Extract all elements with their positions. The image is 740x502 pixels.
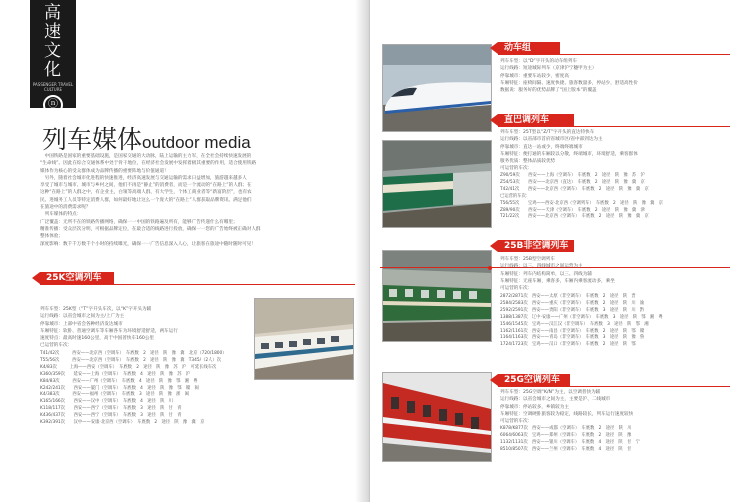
train-photo-25g: [382, 372, 492, 462]
k25-line: 已运营的车次：: [40, 343, 73, 349]
t25-line: 可运营的车次：: [500, 166, 533, 172]
b25-line: 车厢特征：列车内结构简单，以三、四线为辅: [500, 271, 592, 277]
section-divider: [498, 126, 730, 127]
list-item: Z90/59次 西安——上海（空调车） 车底数 2 途径 陕 豫 苏 沪: [500, 173, 645, 178]
b25-line: 车厢特征：无座车厢，乘客多，车厢内乘客流动多，乘坐: [500, 278, 615, 284]
list-item: K4/383次 西安——福州（空调车） 车底数 3 途径 陕 豫 浙 闽: [40, 392, 189, 398]
section-header-25t: 直巴调列车: [498, 114, 574, 126]
logo-char: 文: [44, 41, 62, 61]
list-item: Z89/90次 西安——天津（空调车） 车底数 2 途径 陕 豫 冀 津: [500, 207, 645, 213]
k25-description: [40, 306, 250, 350]
t25-line: 停靠城市：直达一站或少，终端终端城市: [500, 144, 583, 150]
train-photo-25b: [382, 250, 492, 342]
list-item: 6064/6063次 宝鸡——郑州（空调车） 车底数 2 途径 陕 豫: [500, 432, 632, 438]
list-item: K242/241次 西安——厦门（空调车） 车底数 4 途径 陕 豫 鄂 赣 闽: [40, 385, 199, 391]
t25-line: 车厢特征：便打通的车厢较以分散，终端城市，环境舒适，乘客群体: [500, 151, 638, 157]
b25-line: 列车车型：25B型空调列车: [500, 257, 555, 262]
list-item: K4/83次 上海——西安（空调车） 车底数 2 途径 陕 豫 苏 沪 可延长线车次: [40, 364, 217, 370]
dongche-description: [500, 58, 730, 94]
b25-line: 可运营的车次：: [500, 286, 533, 292]
dongche-line: 车厢特征：座椅间隔、速度快捷、旅客数量多，停站少，舒适高性价: [500, 80, 638, 86]
k25-line: 车厢特征：软卧、普通空调车等车厢各车为环境舒适舒适，两车运行: [40, 328, 178, 334]
logo-char: 速: [44, 22, 62, 42]
intro-line: 列车媒体的特点：: [40, 212, 82, 218]
g25-line: 可运营的车次：: [500, 419, 533, 425]
g25-train-list: [500, 426, 640, 454]
list-item: K436/437次 西安——西宁（空调车） 车底数 3 途径 陕 甘 青: [40, 413, 182, 419]
logo: [30, 0, 76, 108]
dongche-line: 列车车型：以“D”字开头的动车组列车: [500, 59, 578, 64]
k25-train-list: [40, 351, 227, 427]
list-item: 2872/2871次 西安——太原（非空调车） 车底数 2 途径 陕 晋: [500, 294, 636, 299]
section-header-dongche: 动车组: [498, 42, 560, 54]
list-item: 1546/1545次 宝鸡——汉江汉（非空调车） 车底数 3 途径 陕 鄂 湘: [500, 321, 649, 327]
list-item: T41/42次 西安——北京西（空调车） 车底数 2 途径 陕 豫 冀 北京（720/1800）: [40, 351, 227, 356]
list-item: T56/55次 宝鸡——西安·北京西（空调列车） 车底数 2 途径 陕 豫 冀 京: [500, 200, 664, 206]
k25-line: 运行线路：以省会城市之间为主/上广为主: [40, 314, 125, 320]
intro-line: 广泛覆盖：无所不在的铁路传播网络，确保一一中国的铁路遍及所有，能够广告传递什么有哪里；: [40, 219, 238, 225]
k25-line: 停靠城市：上部中省会各种经济发达城市: [40, 321, 123, 327]
intro-line: 另外，随着社会城市化进程的快速推进，经济高速发展与交通运输的需求日益增加，旅游越来越多人: [40, 175, 247, 181]
list-item: T55/56次 西安——北京西（空调车） 车底数 2 途径 陕 豫 冀 T345/（2人）次: [40, 357, 221, 363]
logo-subtitle: PASSENGER TRAVEL CULTURE: [32, 82, 74, 92]
logo-char: 高: [44, 3, 62, 23]
section-divider: [40, 284, 370, 285]
list-item: 8510/8507次 西安——兰州（空调车） 车底数 4 途径 陕 甘: [500, 446, 632, 452]
t25-description: [500, 129, 730, 173]
train-photo-dongche: [382, 44, 492, 132]
b25-train-list: [500, 294, 663, 349]
section-header-25b: 25B非空调列车: [498, 240, 574, 252]
logo-mark-icon: ⓝ: [43, 95, 63, 115]
b25-line: 运行线路：以三、四线城市之间运营为主: [500, 264, 583, 270]
g25-description: [500, 389, 730, 425]
t25-line: 列车车型：25T型以“Z/T”字开头的直达特快车: [500, 130, 595, 135]
list-item: T42/41次 西安——北京西（空调车） 车底数 2 途径 陕 豫 冀 京: [500, 186, 649, 192]
list-item: 1164/1163次 西安——青岛（非空调车） 车底数 3 途径 陕 豫 鲁: [500, 335, 645, 341]
train-photo-25t: [382, 140, 492, 228]
dongche-line: 数据说：服务好的优势品牌了“国上版本”的覆盖: [500, 88, 597, 94]
list-item: K392/391次 汉中——安康·北京西（空调车） 车底数 2 途径 陕 豫 冀 京: [40, 420, 205, 426]
title-en: outdoor media: [142, 133, 251, 152]
b25-description: [500, 256, 730, 292]
list-item: T21/22次 西安——北京西（空调车） 车底数 2 途径 陕 豫 冀 京: [500, 214, 649, 220]
list-item: K84/83次 西安——广州（空调车） 车底数 4 途径 陕 豫 鄂 湘 粤: [40, 378, 198, 384]
g25-line: 运行线路：以省会城市之间为主，主要是沪、二线城市: [500, 397, 611, 403]
list-item: 1388/1387次 辽中·安康——广州（非空调车） 车底数 3 途径 陕 鄂 湘 粤: [500, 314, 663, 320]
intro-line: “生命线”。因此在综合交通体系中处于骨干地位，在经济社会发展中发挥着极其重要的作用，适合使用铁路: [40, 161, 257, 167]
intro-text: [40, 153, 350, 248]
logo-char: 化: [44, 60, 62, 80]
g25-line: 停靠城市：停站较多，乡镇较为主: [500, 404, 569, 410]
intro-line: 整体体验；: [40, 234, 63, 240]
dongche-line: 停靠城市：重要车站较少，密度高: [500, 73, 569, 79]
list-item: 已运营的车次：: [500, 193, 531, 199]
k25-line: 列车车型：25K型（“T”字开头车次，以“K”字开头为辅: [40, 307, 152, 312]
t25-train-list: [500, 173, 663, 221]
t25-line: 运行线路：以省部市首府省城市区/省中部到达为主: [500, 137, 603, 143]
section-divider: [498, 54, 730, 55]
intro-line: 精准传播：受众层次分明，可根据品牌定位，在最合适的线路进行投放，确保一一您的广告始终被正确对人群: [40, 226, 261, 232]
train-photo-25k: [254, 298, 354, 380]
section-header-25k: 25K空调列车: [40, 272, 114, 284]
list-item: Z54/53次 西安——北京西（直达） 车底数 2 途径 陕 豫 冀 京: [500, 179, 645, 185]
k25-line: 速度特点：最高时速160公里，高于中国普快车160公里: [40, 336, 155, 342]
title-cn: 列车媒体: [42, 125, 143, 154]
dongche-line: 运行线路：短途城际列车（京津沪宁穗甲为主）: [500, 66, 597, 72]
intro-line: 在旅途中的消费需求呢？: [40, 205, 91, 211]
list-item: 1132/1131次 西安——银川（空调车） 车底数 4 途径 陕 甘 宁: [500, 439, 640, 445]
g25-line: 列车车型：25G空调“K/N”为主，以空调普快为辅: [500, 390, 601, 395]
list-item: K118/117次 西安——西宁（空调车） 车底数 3 途径 陕 甘 青: [40, 406, 182, 412]
intro-line: 中国铁路是国家的重要基础设施，是国家交通的大动脉，陆上运输的主力军，在全社会持续快速发展的: [40, 154, 252, 159]
page-title: [42, 120, 251, 156]
intro-line: 这种“在路上”的人群之中，有企业主，白领等高端人群，有大学生，个体工商业者等“新富阶层”，也有农: [40, 190, 252, 196]
intro-line: 民、进城务工人员等特定消费人群，如何最好地让这么一个庞大的“在路上”人群获取品牌资讯、满足他们: [40, 197, 252, 203]
t25-line: 服务优质：整体品质较优势: [500, 159, 556, 165]
section-divider: [498, 386, 730, 387]
intro-line: 深度影响：数千千万数千个小时的持续曝光，确保一一广告信息深入人心，让旅客在旅途中随时随时可见！: [40, 241, 256, 247]
section-header-25g: 25G空调列车: [498, 374, 570, 386]
list-item: 1724/1723次 宝鸡——汉口（非空调车） 车底数 2 途径 陕 鄂: [500, 342, 636, 348]
list-item: K360/359次 延安——上海（空调车） 车底数 4 途径 陕 豫 苏 沪: [40, 371, 191, 377]
intro-line: 享受了城市与城市、城市与乡村之间，他们不再是“静止”的消费者，而是一个流动的“在路上”的人群；在: [40, 183, 252, 189]
list-item: 2584/2583次 西安——重庆（非空调车） 车底数 2 途径 陕 川 渝: [500, 300, 645, 306]
list-item: K165/166次 西安——汉中（空调车） 车底数 4 途径 陕 川: [40, 399, 173, 405]
right-page: [370, 0, 740, 502]
list-item: 2592/2591次 西安——贵阳（非空调车） 车底数 3 途径 陕 川 黔: [500, 307, 645, 313]
g25-line: 车厢特征：空调硬卧旅客较为稳定，线路较长，列车运行速度较快: [500, 411, 634, 417]
list-item: 1162/1161次 西安——南昌（非空调车） 车底数 2 途径 陕 鄂 赣: [500, 328, 645, 334]
intro-line: 媒体作为核心的受众群体成为品牌传播的重要阵地与价值通道！: [40, 168, 169, 174]
list-item: K878/K877次 西安——成都（空调车） 车底数 2 途径 陕 川: [500, 426, 632, 431]
